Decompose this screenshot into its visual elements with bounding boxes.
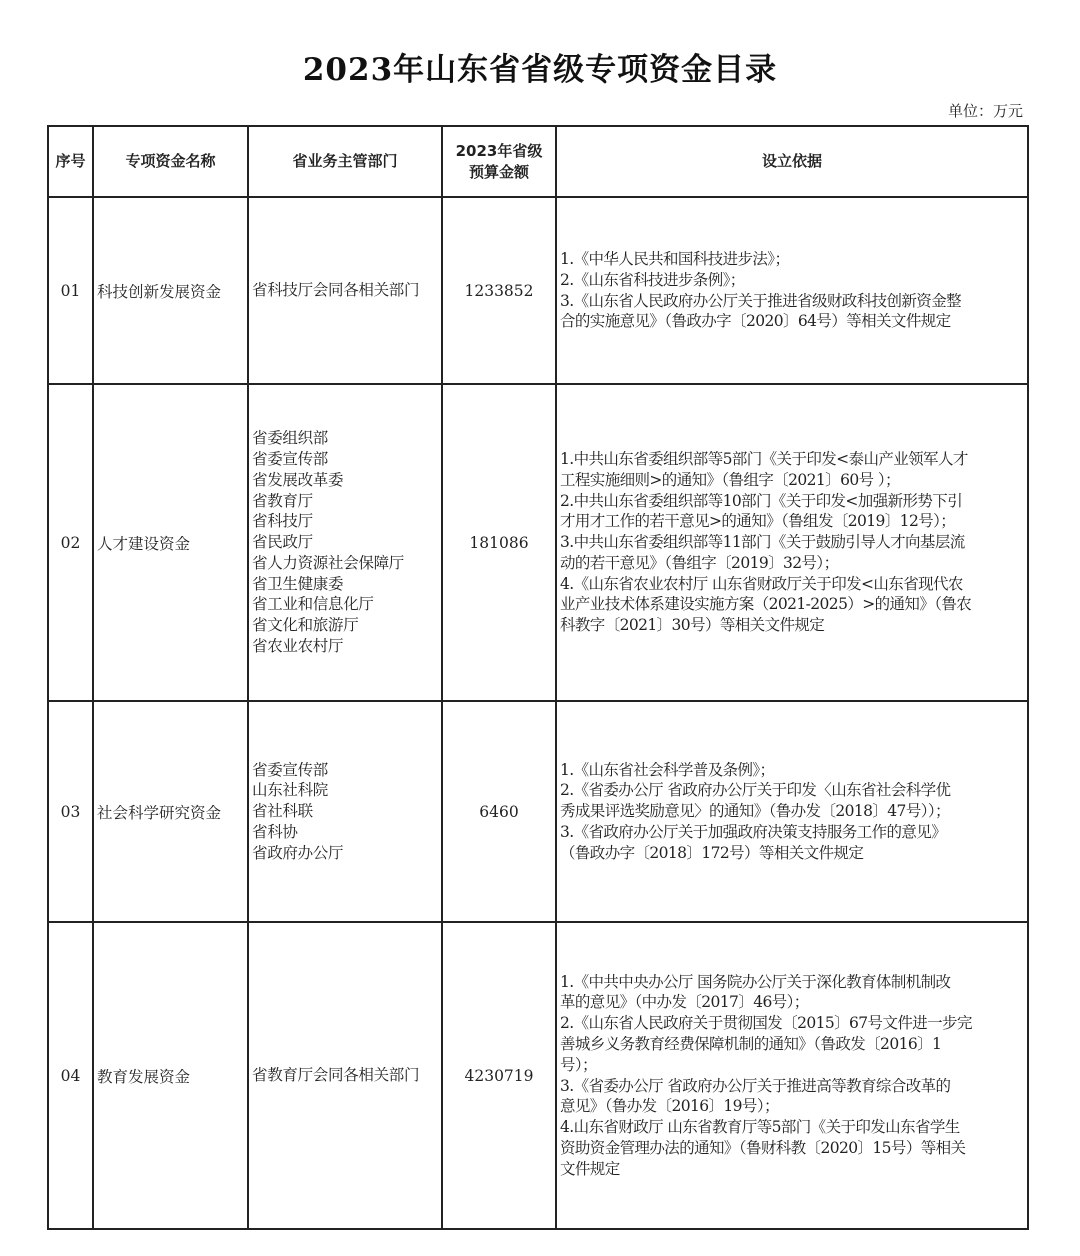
department (248, 922, 442, 1229)
legal-basis-line: 才用才工作的若干意见>的通知》（鲁组发〔2019〕12号）； (560, 512, 956, 531)
table-row (48, 197, 1028, 384)
legal-basis-line: 3.《山东省人民政府办公厅关于推进省级财政科技创新资金整 (560, 291, 961, 310)
legal-basis-line: 4.《山东省农业农村厅 山东省财政厅关于印发<山东省现代农 (560, 574, 963, 593)
legal-basis-line: 革的意见》（中办发〔2017〕46号）； (560, 993, 809, 1012)
legal-basis-line: 意见》（鲁办发〔2016〕19号）； (560, 1097, 779, 1116)
department-line: 省人力资源社会保障厅 (252, 553, 405, 572)
budget-amount: 4230719 (442, 922, 556, 1229)
department-line: 省科技厅 (252, 512, 313, 531)
budget-amount: 1233852 (442, 197, 556, 384)
department-line: 省教育厅会同各相关部门 (252, 1066, 420, 1085)
fund-name: 科技创新发展资金 (93, 197, 248, 384)
header-seq: 序号 (48, 126, 93, 197)
department (248, 384, 442, 701)
department-line: 省委宣传部 (252, 449, 329, 468)
header-name: 专项资金名称 (93, 126, 248, 197)
fund-name: 教育发展资金 (93, 922, 248, 1229)
table-row (48, 384, 1028, 701)
department-line: 省政府办公厅 (252, 843, 344, 862)
unit-label: 单位：万元 (947, 102, 1023, 120)
legal-basis-line: 业产业技术体系建设实施方案（2021-2025）>的通知》（鲁农 (560, 595, 972, 614)
legal-basis-line: 1.《山东省社会科学普及条例》； (560, 760, 775, 779)
department (248, 197, 442, 384)
legal-basis (556, 701, 1028, 922)
header-amount (442, 126, 556, 197)
legal-basis-line: 1.《中共中央办公厅 国务院办公厅关于深化教育体制机制改 (560, 972, 951, 991)
department-line: 省农业农村厅 (252, 637, 344, 656)
department-line: 省社科联 (252, 802, 313, 821)
department-line: 省教育厅 (252, 491, 313, 510)
row-seq: 04 (48, 922, 93, 1229)
legal-basis-line: 2.《省委办公厅 省政府办公厅关于印发〈山东省社会科学优 (560, 781, 951, 800)
legal-basis-line: 号）； (560, 1055, 597, 1074)
legal-basis-line: 秀成果评选奖励意见〉的通知》（鲁办发〔2018〕47号））； (560, 802, 950, 821)
legal-basis-line: 文件规定 (560, 1159, 620, 1178)
legal-basis-line: 动的若干意见》（鲁组字〔2019〕32号）； (560, 553, 839, 572)
budget-amount: 181086 (442, 384, 556, 701)
legal-basis-line: 科教字〔2021〕30号）等相关文件规定 (560, 616, 825, 635)
budget-amount: 6460 (442, 701, 556, 922)
header-dept: 省业务主管部门 (248, 126, 442, 197)
department-line: 省工业和信息化厅 (252, 595, 374, 614)
department-line: 省文化和旅游厅 (252, 616, 359, 635)
legal-basis-line: 工程实施细则>的通知》（鲁组字〔2021〕60号 ）； (560, 470, 900, 489)
legal-basis (556, 922, 1028, 1229)
fund-name: 社会科学研究资金 (93, 701, 248, 922)
department-line: 省卫生健康委 (252, 574, 344, 593)
department-line: 省科技厅会同各相关部门 (252, 281, 420, 300)
table-row (48, 922, 1028, 1229)
department-line: 省科协 (252, 822, 298, 841)
department-line: 省委宣传部 (252, 760, 329, 779)
header-amount-line1: 2023年省级 (455, 141, 543, 160)
legal-basis-line: 合的实施意见》（鲁政办字〔2020〕64号）等相关文件规定 (560, 312, 951, 331)
legal-basis-line: 2.《山东省科技进步条例》； (560, 270, 745, 289)
legal-basis-line: 3.《省政府办公厅关于加强政府决策支持服务工作的意见》 (560, 822, 947, 841)
header-basis: 设立依据 (556, 126, 1028, 197)
department-line: 省发展改革委 (252, 470, 344, 489)
table-row (48, 701, 1028, 922)
row-seq: 03 (48, 701, 93, 922)
legal-basis (556, 384, 1028, 701)
legal-basis-line: 1.中共山东省委组织部等5部门《关于印发<泰山产业领军人才 (560, 449, 968, 468)
legal-basis-line: 善城乡义务教育经费保障机制的通知》（鲁政发〔2016〕1 (560, 1034, 942, 1053)
table-header-row (48, 126, 1028, 197)
legal-basis-line: 4.山东省财政厅 山东省教育厅等5部门《关于印发山东省学生 (560, 1118, 960, 1137)
special-funds-table (47, 125, 1029, 1230)
fund-name: 人才建设资金 (93, 384, 248, 701)
legal-basis-line: 资助资金管理办法的通知》（鲁财科教〔2020〕15号）等相关 (560, 1138, 966, 1157)
row-seq: 01 (48, 197, 93, 384)
legal-basis-line: 2.《山东省人民政府关于贯彻国发〔2015〕67号文件进一步完 (560, 1014, 972, 1033)
document-title: 2023年山东省省级专项资金目录 (302, 52, 778, 88)
legal-basis (556, 197, 1028, 384)
legal-basis-line: 3.中共山东省委组织部等11部门《关于鼓励引导人才向基层流 (560, 533, 965, 552)
row-seq: 02 (48, 384, 93, 701)
header-amount-line2: 预算金额 (468, 162, 529, 181)
department-line: 省民政厅 (252, 533, 313, 552)
department-line: 山东社科院 (252, 781, 329, 800)
legal-basis-line: 3.《省委办公厅 省政府办公厅关于推进高等教育综合改革的 (560, 1076, 951, 1095)
legal-basis-line: （鲁政办字〔2018〕172号）等相关文件规定 (560, 843, 864, 862)
legal-basis-line: 1.《中华人民共和国科技进步法》； (560, 249, 790, 268)
legal-basis-line: 2.中共山东省委组织部等10部门《关于印发<加强新形势下引 (560, 491, 963, 510)
table-body (48, 197, 1028, 1229)
department-line: 省委组织部 (252, 429, 329, 448)
department (248, 701, 442, 922)
